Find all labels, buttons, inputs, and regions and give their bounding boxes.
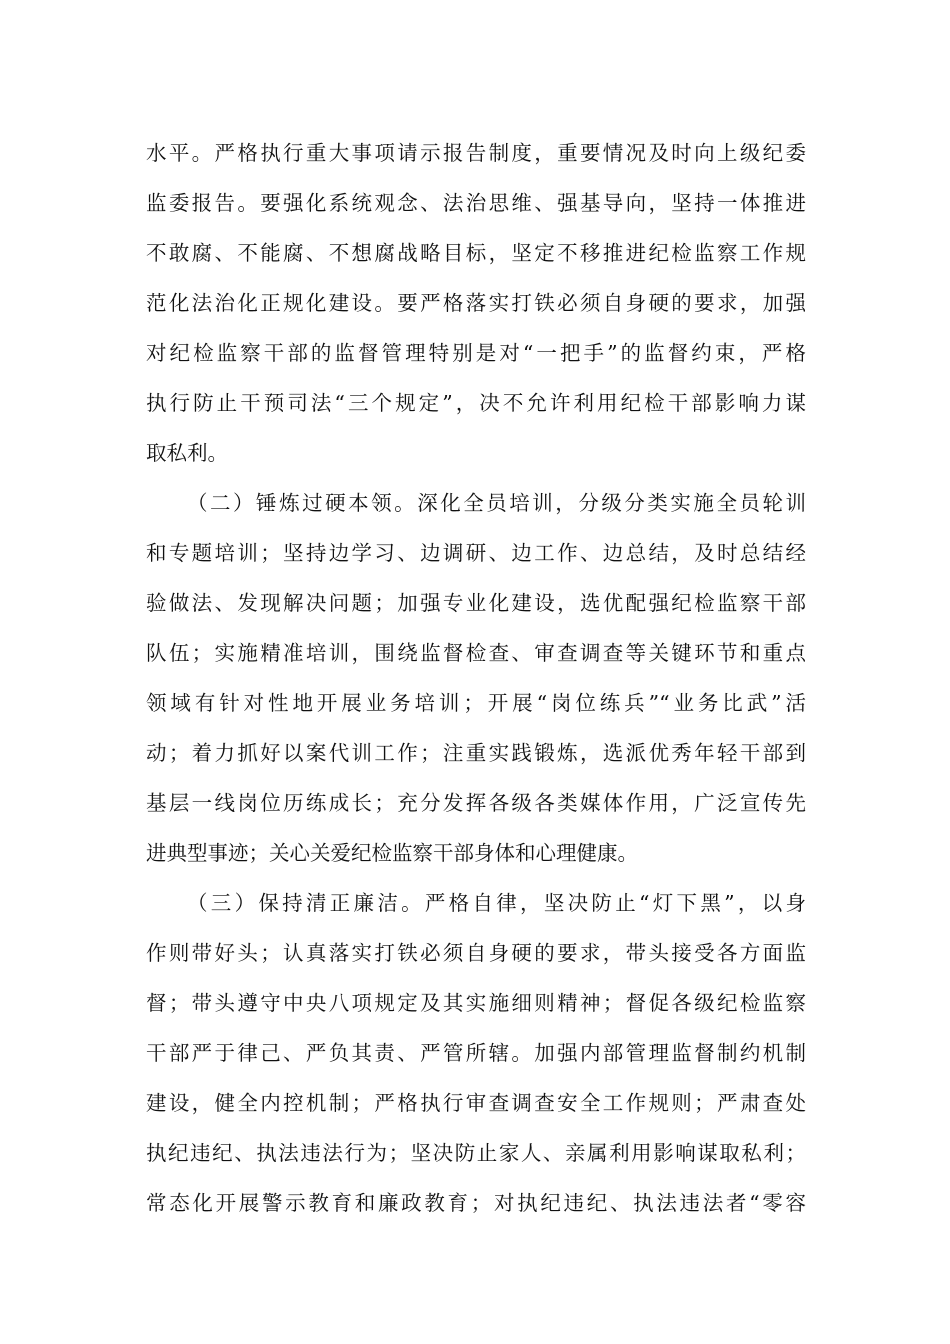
paragraph-1-line-4: 范化法治化正规化建设。要严格落实打铁必须自身硬的要求，加强 bbox=[146, 291, 806, 315]
paragraph-3-line-4: 干部严于律己、严负其责、严管所辖。加强内部管理监督制约机制 bbox=[146, 1041, 806, 1065]
paragraph-3-line-5: 建设，健全内控机制；严格执行审查调查安全工作规则；严肃查处 bbox=[146, 1091, 806, 1115]
paragraph-1-line-6: 执行防止干预司法“三个规定”，决不允许利用纪检干部影响力谋 bbox=[146, 391, 806, 415]
paragraph-3-line-2: 作则带好头；认真落实打铁必须自身硬的要求，带头接受各方面监 bbox=[146, 941, 806, 965]
paragraph-2-line-7: 基层一线岗位历练成长；充分发挥各级各类媒体作用，广泛宣传先 bbox=[146, 791, 806, 815]
paragraph-2-line-5: 领域有针对性地开展业务培训；开展“岗位练兵”“业务比武”活 bbox=[146, 691, 806, 715]
paragraph-1-line-3: 不敢腐、不能腐、不想腐战略目标，坚定不移推进纪检监察工作规 bbox=[146, 241, 806, 265]
paragraph-3-line-6: 执纪违纪、执法违法行为；坚决防止家人、亲属利用影响谋取私利； bbox=[146, 1141, 806, 1165]
paragraph-2-line-4: 队伍；实施精准培训，围绕监督检查、审查调查等关键环节和重点 bbox=[146, 641, 806, 665]
paragraph-2-line-6: 动；着力抓好以案代训工作；注重实践锻炼，选派优秀年轻干部到 bbox=[146, 741, 806, 765]
paragraph-2-line-2: 和专题培训；坚持边学习、边调研、边工作、边总结，及时总结经 bbox=[146, 541, 806, 565]
paragraph-3-line-7: 常态化开展警示教育和廉政教育；对执纪违纪、执法违法者“零容 bbox=[146, 1191, 806, 1215]
paragraph-1-line-5: 对纪检监察干部的监督管理特别是对“一把手”的监督约束，严格 bbox=[146, 341, 806, 365]
paragraph-1-line-2: 监委报告。要强化系统观念、法治思维、强基导向，坚持一体推进 bbox=[146, 191, 806, 215]
paragraph-3-line-1: （三）保持清正廉洁。严格自律，坚决防止“灯下黑”，以身 bbox=[187, 891, 806, 915]
document-body bbox=[146, 128, 806, 1228]
paragraph-2-line-8: 进典型事迹；关心关爱纪检监察干部身体和心理健康。 bbox=[146, 841, 638, 865]
paragraph-1-line-1: 水平。严格执行重大事项请示报告制度，重要情况及时向上级纪委 bbox=[146, 141, 806, 165]
paragraph-2-line-3: 验做法、发现解决问题；加强专业化建设，选优配强纪检监察干部 bbox=[146, 591, 806, 615]
paragraph-1-line-7: 取私利。 bbox=[146, 441, 228, 465]
paragraph-2-line-1: （二）锤炼过硬本领。深化全员培训，分级分类实施全员轮训 bbox=[187, 491, 806, 515]
paragraph-3-line-3: 督；带头遵守中央八项规定及其实施细则精神；督促各级纪检监察 bbox=[146, 991, 806, 1015]
